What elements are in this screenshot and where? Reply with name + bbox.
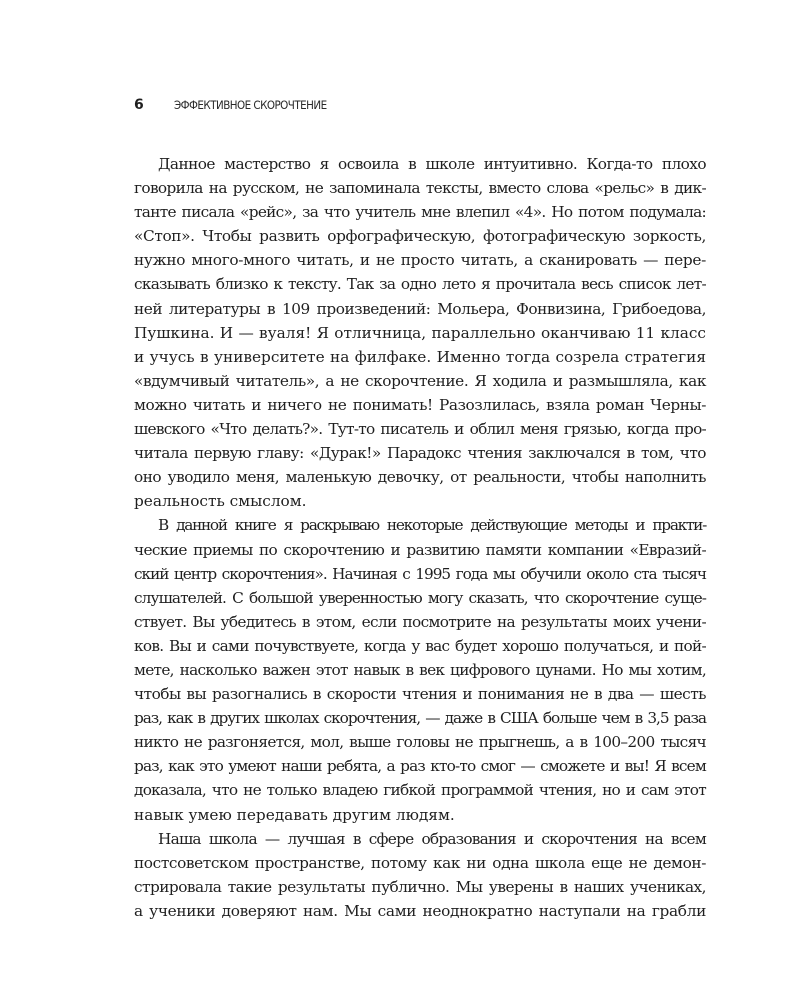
paragraph [134,827,706,923]
text-line: ней литературы в 109 произведений: Мольера, Фонвизина, Грибоедова, [134,299,706,318]
running-title: ЭФФЕКТИВНОЕ СКОРОЧТЕНИЕ [174,98,327,112]
text-line: Пушкина. И — вуаля! Я отличница, параллельно оканчиваю 11 класс [134,323,706,342]
body-text [134,152,706,923]
text-line: раз, как в других школах скорочтения, — даже в США больше чем в 3,5 раза [134,709,706,728]
paragraph [134,513,706,826]
text-line: и учусь в университете на филфаке. Именно тогда созрела стратегия [134,347,706,366]
text-line: нужно много-много читать, и не просто читать, а сканировать — пере- [134,251,706,270]
text-line: постсоветском пространстве, потому как ни одна школа еще не демон- [134,853,706,872]
text-line: навык умею передавать другим людям. [134,805,455,824]
text-line: доказала, что не только владею гибкой программой чтения, но и сам этот [134,781,706,800]
text-line: стрировала такие результаты публично. Мы уверены в наших учениках, [134,877,706,896]
text-line: Данное мастерство я освоила в школе интуитивно. Когда-то плохо [158,155,706,173]
text-line: ствует. Вы убедитесь в этом, если посмотрите на результаты моих учени- [134,612,706,631]
text-line: «вдумчивый читатель», а не скорочтение. Я ходила и размышляла, как [134,371,706,390]
text-line: слушателей. С большой уверенностью могу сказать, что скорочтение суще- [134,588,706,607]
text-line: ческие приемы по скорочтению и развитию памяти компании «Евразий- [134,540,706,559]
text-line: мете, насколько важен этот навык в век цифрового цунами. Но мы хотим, [134,660,706,679]
text-line: а ученики доверяют нам. Мы сами неоднократно наступали на грабли [134,901,706,920]
text-line: раз, как это умеют наши ребята, а раз кто-то смог — сможете и вы! Я всем [134,757,706,776]
text-line: говорила на русском, не запоминала тексты, вместо слова «рельс» в дик- [134,179,706,198]
text-line: Наша школа — лучшая в сфере образования и скорочтения на всем [158,829,706,848]
running-header [134,95,344,115]
text-line: В данной книге я раскрываю некоторые действующие методы и практи- [158,516,706,535]
text-line: танте писала «рейс», за что учитель мне влепил «4». Но потом подумала: [134,203,706,222]
text-line: «Стоп». Чтобы развить орфографическую, фотографическую зоркость, [134,227,706,246]
page-number: 6 [134,97,144,113]
text-line: шевского «Что делать?». Тут-то писатель и облил меня грязью, когда про- [134,420,706,439]
text-line: чтобы вы разогнались в скорости чтения и понимания не в два — шесть [134,685,706,704]
text-line: читала первую главу: «Дурак!» Парадокс чтения заключался в том, что [134,444,706,463]
text-line: сказывать близко к тексту. Так за одно лето я прочитала весь список лет- [134,275,706,294]
text-line: ков. Вы и сами почувствуете, когда у вас будет хорошо получаться, и пой- [134,636,706,655]
text-line: можно читать и ничего не понимать! Разозлилась, взяла роман Черны- [134,395,706,414]
text-line: оно уводило меня, маленькую девочку, от реальности, чтобы наполнить [134,468,706,487]
paragraph [134,152,706,513]
text-line: никто не разгоняется, мол, выше головы не прыгнешь, а в 100–200 тысяч [134,733,706,752]
text-line: ский центр скорочтения». Начиная с 1995 года мы обучили около ста тысяч [134,564,706,583]
text-line: реальность смыслом. [134,492,307,511]
